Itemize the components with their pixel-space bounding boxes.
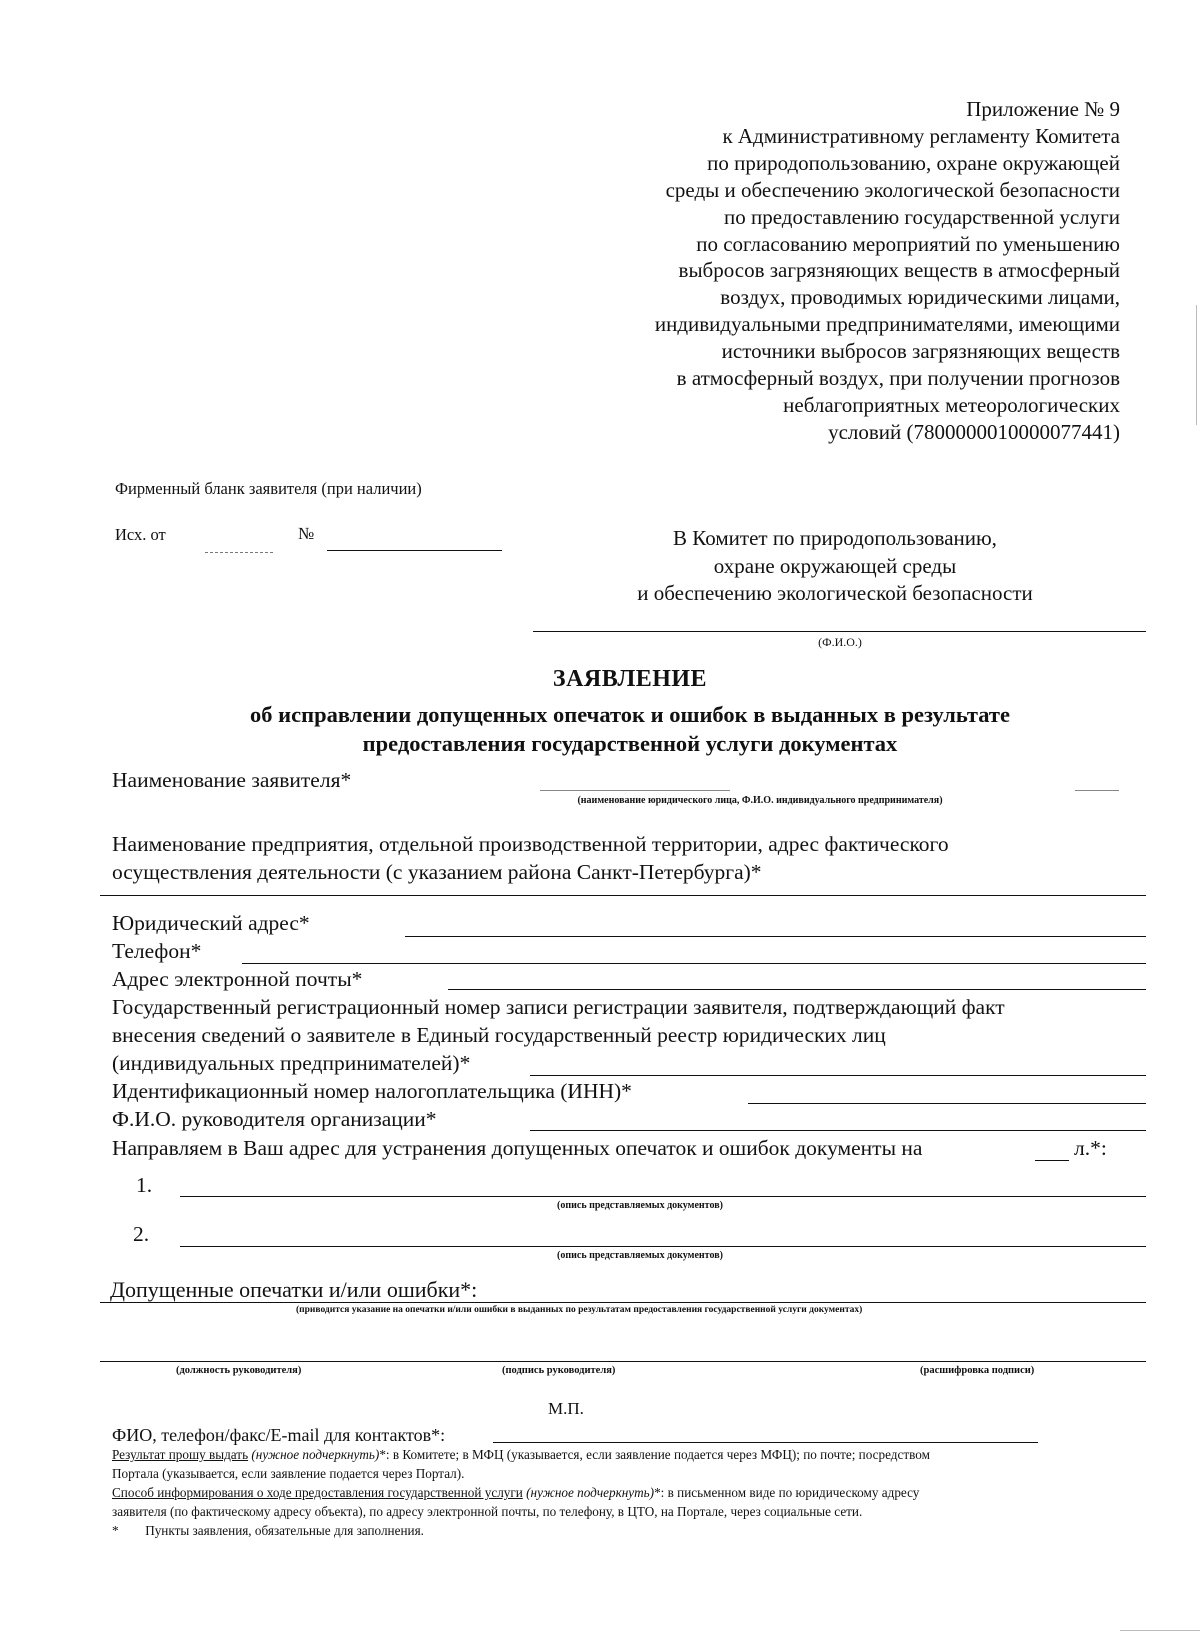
- inn-label: Идентификационный номер налогоплательщика (ИНН)*: [112, 1079, 632, 1103]
- letterhead-label: Фирменный бланк заявителя (при наличии): [115, 479, 422, 498]
- required-mark: *: [112, 1523, 119, 1538]
- scan-edge-mark: [1196, 305, 1197, 425]
- pages-count-field[interactable]: [1035, 1160, 1069, 1161]
- appendix-line: среды и обеспечению экологической безопасности: [665, 177, 1120, 202]
- enterprise-label-line-1: Наименование предприятия, отдельной производственной территории, адрес фактического: [112, 832, 949, 856]
- enterprise-field[interactable]: [100, 895, 1146, 896]
- head-fio-label: Ф.И.О. руководителя организации*: [112, 1107, 437, 1131]
- doc-item-1-caption: (опись представляемых документов): [557, 1200, 723, 1211]
- result-options-2: Портала (указывается, если заявление подается через Портал).: [112, 1466, 465, 1481]
- signature-caption: (подпись руководителя): [502, 1365, 616, 1376]
- errors-caption: (приводится указание на опечатки и/или ошибки в выданных по результатам предоставления государственной услуги документах): [296, 1305, 863, 1315]
- ogrn-label-line-1: Государственный регистрационный номер записи регистрации заявителя, подтверждающий факт: [112, 995, 1005, 1019]
- recipient-line: охране окружающей среды: [713, 553, 957, 578]
- applicant-name-field[interactable]: [540, 790, 730, 791]
- appendix-line: по предоставлению государственной услуги: [724, 204, 1120, 229]
- appendix-line: индивидуальными предпринимателями, имеющими: [654, 312, 1120, 337]
- ogrn-label-line-2: внесения сведений о заявителе в Единый государственный реестр юридических лиц: [112, 1023, 886, 1047]
- appendix-line: условий (7800000010000077441): [828, 419, 1120, 444]
- inn-field[interactable]: [748, 1103, 1146, 1104]
- stamp-label: М.П.: [548, 1399, 584, 1418]
- ogrn-field[interactable]: [530, 1075, 1146, 1076]
- appendix-line: к Административному регламенту Комитета: [722, 123, 1120, 148]
- recipient-line: и обеспечению экологической безопасности: [637, 581, 1033, 605]
- head-fio-field[interactable]: [530, 1130, 1146, 1131]
- errors-label: Допущенные опечатки и/или ошибки*:: [110, 1277, 478, 1302]
- contacts-field[interactable]: [493, 1442, 1038, 1443]
- recipient-block: [600, 525, 1070, 608]
- appendix-line: выбросов загрязняющих веществ в атмосферный: [678, 258, 1120, 283]
- legal-address-field[interactable]: [405, 936, 1146, 937]
- inform-options-1: *: в письменном виде по юридическому адресу: [654, 1485, 920, 1500]
- required-note: Пункты заявления, обязательные для заполнения.: [145, 1523, 424, 1538]
- footer-notes: [112, 1445, 1152, 1540]
- appendix-line: неблагоприятных метеорологических: [783, 392, 1120, 417]
- decoding-caption: (расшифровка подписи): [920, 1365, 1035, 1376]
- ogrn-label-line-3: (индивидуальных предпринимателей)*: [112, 1051, 471, 1075]
- errors-field[interactable]: [100, 1302, 1146, 1303]
- appendix-line: по согласованию мероприятий по уменьшению: [696, 231, 1120, 256]
- position-caption: (должность руководителя): [176, 1365, 302, 1376]
- recipient-line: В Комитет по природопользованию,: [673, 526, 997, 550]
- document-title: ЗАЯВЛЕНИЕ: [552, 666, 708, 692]
- scan-edge-mark: [1120, 1630, 1200, 1631]
- outgoing-from-label: Исх. от: [115, 525, 166, 544]
- appendix-line: Приложение № 9: [966, 97, 1120, 121]
- appendix-line: воздух, проводимых юридическими лицами,: [720, 285, 1120, 310]
- contacts-label: ФИО, телефон/факс/E-mail для контактов*:: [112, 1425, 446, 1445]
- appendix-line: в атмосферный воздух, при получении прогнозов: [676, 366, 1120, 391]
- sending-label-end: л.*:: [1074, 1136, 1107, 1160]
- applicant-name-field-end: [1075, 790, 1119, 791]
- enterprise-label-line-2: осуществления деятельности (с указанием района Санкт-Петербурга)*: [112, 860, 762, 884]
- appendix-line: источники выбросов загрязняющих веществ: [721, 339, 1120, 364]
- inform-hint: (нужное подчеркнуть): [526, 1485, 655, 1500]
- email-field[interactable]: [448, 989, 1146, 990]
- phone-field[interactable]: [242, 963, 1146, 964]
- recipient-fio-field[interactable]: [533, 631, 1146, 632]
- outgoing-number-label: №: [298, 524, 315, 543]
- appendix-header: [560, 96, 1120, 446]
- sending-label: Направляем в Ваш адрес для устранения допущенных опечаток и ошибок документы на: [112, 1136, 923, 1160]
- result-hint: (нужное подчеркнуть): [251, 1447, 380, 1462]
- doc-item-1-field[interactable]: [180, 1196, 1146, 1197]
- doc-item-2-field[interactable]: [180, 1246, 1146, 1247]
- result-options-1: *: в Комитете; в МФЦ (указывается, если заявление подается через МФЦ); по почте; посредством: [379, 1447, 930, 1462]
- appendix-line: по природопользованию, охране окружающей: [707, 150, 1120, 175]
- outgoing-number-field[interactable]: [327, 550, 502, 551]
- inform-options-2: заявителя (по фактическому адресу объекта), по адресу электронной почты, по телефону, в ЦТО, на Портале, через социальные сети.: [112, 1504, 863, 1519]
- applicant-name-label: Наименование заявителя*: [112, 768, 352, 792]
- doc-item-2-caption: (опись представляемых документов): [557, 1250, 723, 1261]
- signature-line[interactable]: [100, 1361, 1146, 1362]
- doc-item-2-number: 2.: [133, 1222, 150, 1246]
- legal-address-label: Юридический адрес*: [112, 911, 310, 935]
- outgoing-date-field[interactable]: [205, 552, 273, 553]
- doc-item-1-number: 1.: [136, 1173, 153, 1197]
- subtitle-line-2: предоставления государственной услуги документах: [362, 731, 898, 756]
- phone-label: Телефон*: [112, 939, 202, 963]
- result-label: Результат прошу выдать: [112, 1447, 249, 1462]
- subtitle-line-1: об исправлении допущенных опечаток и ошибок в выданных в результате: [250, 702, 1010, 727]
- inform-label: Способ информирования о ходе предоставления государственной услуги: [112, 1485, 523, 1500]
- applicant-name-caption: (наименование юридического лица, Ф.И.О. индивидуального предпринимателя): [577, 795, 943, 806]
- email-label: Адрес электронной почты*: [112, 967, 363, 991]
- fio-caption: (Ф.И.О.): [818, 635, 862, 649]
- document-subtitle: [120, 700, 1140, 758]
